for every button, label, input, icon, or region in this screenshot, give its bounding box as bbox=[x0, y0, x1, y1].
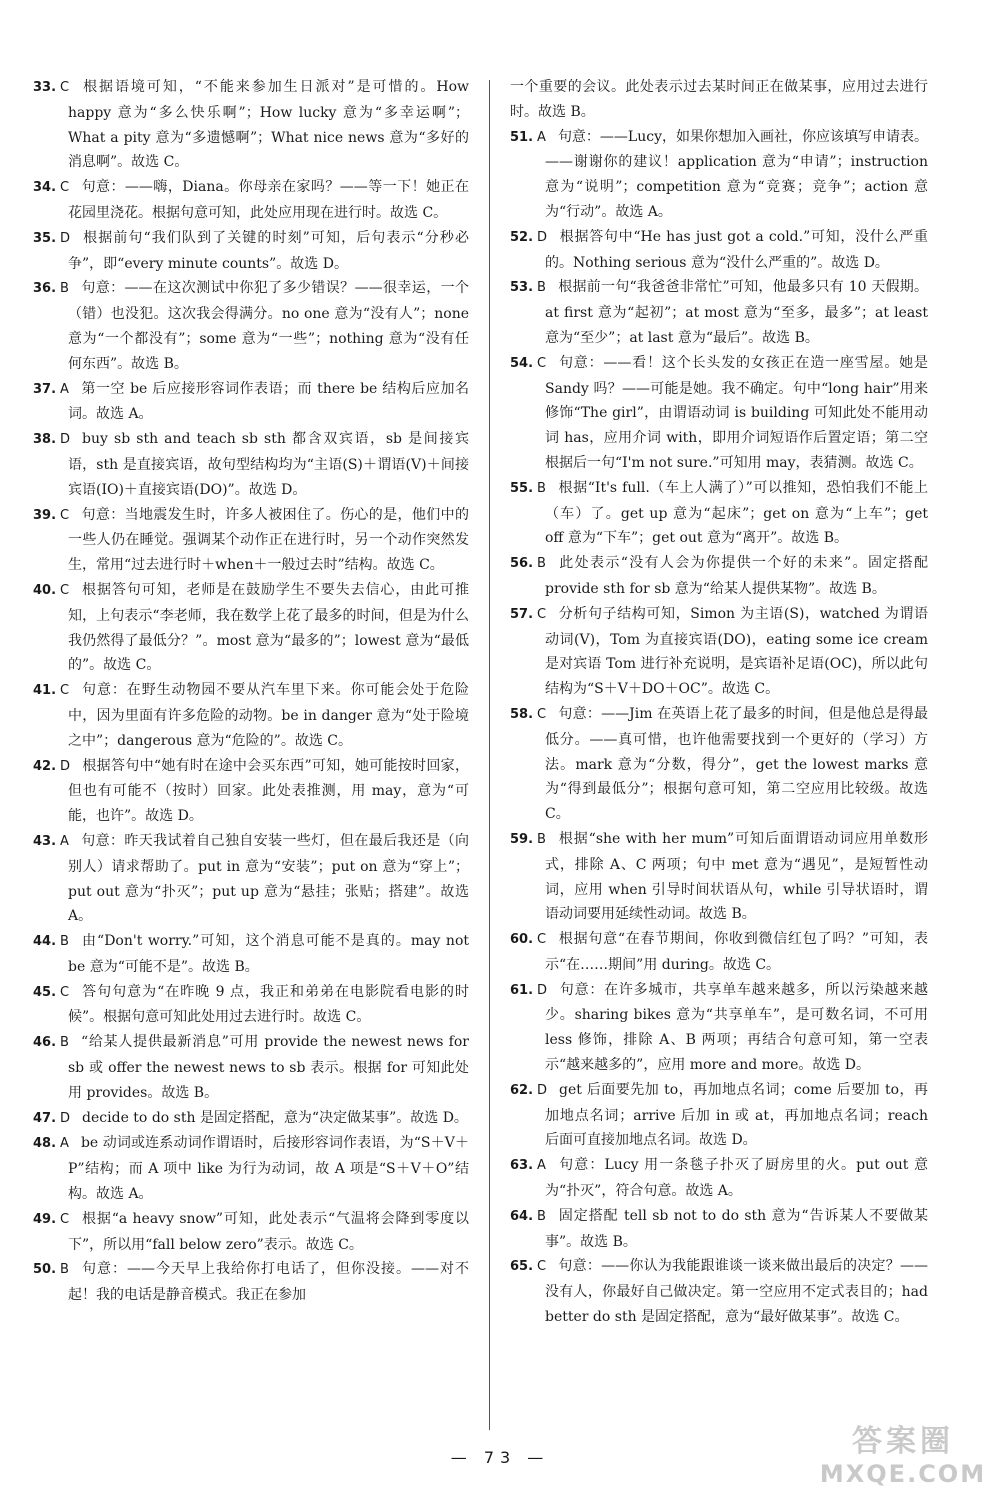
explanation-text: 根据“she with her mum”可知后面谓语动词应用单数形式，排除 A、C 两项；句中 met 意为“遇见”，是短暂性动词，应用 when 引导时间状语从句，while 引导状语时，谓语动词要用延续性动词。故选 B。 bbox=[545, 830, 928, 923]
question-number: 61. bbox=[510, 982, 534, 998]
explanation-text: 分析句子结构可知，Simon 为主语(S)，watched 为谓语动词(V)，Tom 为直接宾语(DO)，eating some ice cream 是对宾语 Tom 进行补充说明，是宾语补足语(OC)，所以此句结构为“S＋V＋DO＋OC”。故选 C。 bbox=[545, 605, 928, 698]
answer-letter: D bbox=[60, 758, 71, 774]
question-number: 43. bbox=[33, 833, 57, 849]
answer-letter: D bbox=[537, 982, 548, 998]
answer-item bbox=[33, 578, 469, 678]
answer-letter: B bbox=[537, 831, 546, 847]
explanation-text: 根据前一句“我爸爸非常忙”可知，他最多只有 10 天假期。at first 意为“起初”；at most 意为“至多，最多”；at least 意为“至少”；at last 意为“最后”。故选 B。 bbox=[545, 279, 928, 346]
answer-item bbox=[33, 427, 469, 502]
answer-letter: D bbox=[537, 1082, 548, 1098]
explanation-text: decide to do sth 是固定搭配，意为“决定做某事”。故选 D。 bbox=[82, 1109, 468, 1126]
answer-item bbox=[510, 225, 928, 276]
question-number: 37. bbox=[33, 381, 57, 397]
explanation-text: get 后面要先加 to，再加地点名词；come 后要加 to，再加地点名词；arrive 后加 in 或 at，再加地点名词；reach 后面可直接加地点名词。故选 D。 bbox=[545, 1081, 928, 1149]
watermark-text-bottom: MXQE.COM bbox=[819, 1460, 987, 1488]
answer-letter: C bbox=[60, 984, 70, 1000]
explanation-text: 根据答句中“她有时在途中会买东西”可知，她可能按时回家，但也有可能不（按时）回家。此处表推测，用 may，意为“可能，也许”。故选 D。 bbox=[68, 757, 469, 825]
explanation-text: 句意：——Lucy，如果你想加入画社，你应该填写申请表。——谢谢你的建议！application 意为“申请”；instruction 意为“说明”；competition 意为“竞赛；竞争”；action 意为“行动”。故选 A。 bbox=[545, 128, 928, 220]
answer-letter: C bbox=[60, 507, 70, 523]
question-number: 44. bbox=[33, 934, 57, 950]
answer-item bbox=[510, 978, 928, 1078]
answer-letter: B bbox=[60, 1035, 69, 1051]
question-number: 35. bbox=[33, 230, 57, 246]
answer-item bbox=[33, 1131, 469, 1206]
answer-letter: A bbox=[537, 1158, 546, 1174]
explanation-text: 句意：——今天早上我给你打电话了，但你没接。——对不起！我的电话是静音模式。我正在参加 bbox=[68, 1261, 469, 1304]
question-number: 50. bbox=[33, 1262, 57, 1278]
answer-item bbox=[33, 754, 469, 829]
explanation-text: 句意：——嗨，Diana。你母亲在家吗？——等一下！她正在花园里浇花。根据句意可知，此处应用现在进行时。故选 C。 bbox=[68, 179, 469, 221]
explanation-text: 句意：Lucy 用一条毯子扑灭了厨房里的火。put out 意为“扑灭”，符合句意。故选 A。 bbox=[545, 1157, 928, 1200]
watermark-text-top: 答案圈 bbox=[852, 1424, 954, 1459]
explanation-text: 句意：——在这次测试中你犯了多少错误？——很幸运，一个（错）也没犯。这次我会得满分。no one 意为“没有人”；none 意为“一个都没有”；some 意为“一些”；nothing 意为“没有任何东西”。故选 B。 bbox=[68, 280, 469, 372]
answer-letter: B bbox=[537, 480, 546, 496]
explanation-text: 此处表示“没有人会为你提供一个好的未来”。固定搭配 provide sth for sb 意为“给某人提供某物”。故选 B。 bbox=[545, 555, 928, 597]
answer-letter: D bbox=[537, 229, 548, 245]
answer-letter: B bbox=[537, 1208, 546, 1224]
left-column bbox=[33, 75, 469, 1308]
right-column bbox=[510, 75, 928, 1330]
answer-letter: C bbox=[60, 683, 70, 699]
answer-letter: B bbox=[60, 281, 69, 297]
question-number: 52. bbox=[510, 229, 534, 245]
answer-item bbox=[510, 1078, 928, 1153]
explanation-text: 句意：——看！这个长头发的女孩正在造一座雪屋。她是 Sandy 吗？——可能是她。我不确定。句中“long hair”用来修饰“The girl”，由谓语动词 is building 可知此处不能用动词 has，应用介词 with，即用介词短语作后置定语；第二空根据后一句“I'm not sure.”可知用 may，表猜测。故选 C。 bbox=[545, 354, 928, 471]
watermark-logo bbox=[818, 1424, 988, 1494]
answer-letter: A bbox=[60, 1136, 69, 1152]
explanation-text: buy sb sth and teach sb sth 都含双宾语，sb 是间接宾语，sth 是直接宾语，故句型结构均为“主语(S)＋谓语(V)＋间接宾语(IO)＋直接宾语(DO)”。故选 D。 bbox=[68, 431, 469, 498]
question-number: 41. bbox=[33, 683, 57, 699]
answer-item bbox=[510, 1153, 928, 1204]
question-number: 54. bbox=[510, 355, 534, 371]
answer-item bbox=[510, 125, 928, 225]
question-number: 57. bbox=[510, 606, 534, 622]
answer-letter: B bbox=[60, 934, 69, 950]
answer-item bbox=[33, 175, 469, 226]
answer-item bbox=[510, 1204, 928, 1255]
answer-item bbox=[510, 351, 928, 476]
answer-item bbox=[33, 829, 469, 929]
continued-text: 一个重要的会议。此处表示过去某时间正在做某事，应用过去进行时。故选 B。 bbox=[510, 79, 928, 120]
answer-letter: A bbox=[537, 129, 546, 145]
answer-item bbox=[33, 226, 469, 277]
question-number: 38. bbox=[33, 432, 57, 448]
explanation-text: 根据语境可知，“不能来参加生日派对”是可惜的。How happy 意为“多么快乐啊”；How lucky 意为“多幸运啊”；What a pity 意为“多遗憾啊”；What nice news 意为“多好的消息啊”。故选 C。 bbox=[68, 79, 469, 171]
answer-item bbox=[510, 1254, 928, 1329]
question-number: 51. bbox=[510, 129, 534, 145]
question-number: 48. bbox=[33, 1136, 57, 1152]
page-number: — 73 — bbox=[450, 1448, 550, 1467]
explanation-text: 根据句意“在春节期间，你收到微信红包了吗？”可知，表示“在……期间”用 during。故选 C。 bbox=[545, 931, 928, 973]
explanation-text: 根据“a heavy snow”可知，此处表示“气温将会降到零度以下”，所以用“fall below zero”表示。故选 C。 bbox=[68, 1210, 469, 1253]
answer-letter: A bbox=[60, 381, 69, 397]
answer-letter: C bbox=[537, 606, 547, 622]
question-number: 64. bbox=[510, 1208, 534, 1224]
answer-letter: B bbox=[537, 280, 546, 296]
question-number: 58. bbox=[510, 706, 534, 722]
explanation-text: 答句句意为“在昨晚 9 点，我正和弟弟在电影院看电影的时候”。根据句意可知此处用过去进行时。故选 C。 bbox=[68, 983, 469, 1026]
answer-item bbox=[510, 275, 928, 350]
answer-letter: B bbox=[537, 556, 546, 572]
question-number: 33. bbox=[33, 80, 57, 95]
question-number: 62. bbox=[510, 1082, 534, 1098]
explanation-text: 由“Don't worry.”可知，这个消息可能不是真的。may not be 意为“可能不是”。故选 B。 bbox=[68, 933, 469, 975]
answer-letter: C bbox=[537, 932, 547, 948]
answer-item bbox=[33, 678, 469, 753]
answer-letter: C bbox=[60, 180, 70, 196]
answer-item bbox=[510, 927, 928, 978]
answer-item bbox=[33, 503, 469, 578]
explanation-text: 句意：在野生动物园不要从汽车里下来。你可能会处于危险中，因为里面有许多危险的动物。be in danger 意为“处于险境之中”；dangerous 意为“危险的”。故选 C。 bbox=[68, 682, 469, 749]
question-number: 55. bbox=[510, 480, 534, 496]
answer-letter: C bbox=[537, 1259, 547, 1275]
explanation-text: 根据前句“我们队到了关键的时刻”可知，后句表示“分秒必争”，即“every minute counts”。故选 D。 bbox=[68, 229, 469, 272]
explanation-text: 固定搭配 tell sb not to do sth 意为“告诉某人不要做某事”。故选 B。 bbox=[545, 1207, 928, 1250]
answer-letter: C bbox=[537, 706, 547, 722]
question-number: 49. bbox=[33, 1211, 57, 1227]
question-number: 53. bbox=[510, 280, 534, 296]
question-number: 60. bbox=[510, 932, 534, 948]
answer-letter: B bbox=[60, 1262, 69, 1278]
question-number: 45. bbox=[33, 984, 57, 1000]
explanation-text: be 动词或连系动词作谓语时，后接形容词作表语，为“S＋V＋P”结构；而 A 项中 like 为行为动词，故 A 项是“S＋V＋O”结构。故选 A。 bbox=[68, 1135, 469, 1203]
answer-letter: D bbox=[60, 432, 71, 448]
answer-item bbox=[33, 276, 469, 376]
answer-item bbox=[33, 1030, 469, 1105]
question-number: 65. bbox=[510, 1259, 534, 1275]
answer-letter: C bbox=[60, 582, 70, 598]
column-divider bbox=[489, 80, 490, 1430]
question-number: 46. bbox=[33, 1035, 57, 1051]
answer-letter: D bbox=[60, 1110, 71, 1126]
answer-item bbox=[33, 1257, 469, 1308]
question-number: 34. bbox=[33, 180, 57, 196]
answer-letter: D bbox=[60, 230, 71, 246]
explanation-text: 句意：——你认为我能跟谁谈一谈来做出最后的决定？——没有人，你最好自己做决定。第一空应用不定式表目的；had better do sth 是固定搭配，意为“最好做某事”。故选 C。 bbox=[545, 1258, 928, 1326]
explanation-text: 句意：当地震发生时，许多人被困住了。伤心的是，他们中的一些人仍在睡觉。强调某个动作正在进行时，另一个动作突然发生，常用“过去进行时＋when＋一般过去时”结构。故选 C。 bbox=[68, 506, 469, 574]
answer-letter: C bbox=[537, 355, 547, 371]
explanation-text: 根据“It's full.（车上人满了）”可以推知，恐怕我们不能上（车）了。get up 意为“起床”；get on 意为“上车”；get off 意为“下车”；get out 意为“离开”。故选 B。 bbox=[545, 479, 928, 547]
explanation-text: “给某人提供最新消息”可用 provide the newest news for sb 或 offer the newest news to sb 表示。根据 for 可知此处用 provides。故选 B。 bbox=[68, 1034, 469, 1101]
answer-item bbox=[510, 602, 928, 702]
answer-letter: A bbox=[60, 833, 69, 849]
explanation-text: 句意：在许多城市，共享单车越来越多，所以污染越来越少。sharing bikes 意为“共享单车”，是可数名词，不可用 less 修饰，排除 A、B 两项；再结合句意可知，第一空表示“越来越多的”，应用 more and more。故选 D。 bbox=[545, 981, 928, 1074]
answer-letter: C bbox=[60, 80, 70, 95]
explanation-text: 句意：昨天我试着自己独自安装一些灯，但在最后我还是（向别人）请求帮助了。put in 意为“安装”；put on 意为“穿上”；put out 意为“扑灭”；put up 意为“悬挂；张贴；搭建”。故选 A。 bbox=[68, 832, 469, 925]
answer-item bbox=[33, 1106, 469, 1132]
answer-item bbox=[510, 827, 928, 927]
question-number: 59. bbox=[510, 831, 534, 847]
answer-item bbox=[510, 702, 928, 827]
question-number: 47. bbox=[33, 1110, 57, 1126]
explanation-text: 根据答句中“He has just got a cold.”可知，没什么严重的。Nothing serious 意为“没什么严重的”。故选 D。 bbox=[545, 228, 928, 271]
answer-item bbox=[510, 551, 928, 602]
question-number: 56. bbox=[510, 556, 534, 572]
answer-item bbox=[33, 1207, 469, 1258]
question-number: 39. bbox=[33, 507, 57, 523]
explanation-text: 第一空 be 后应接形容词作表语；而 there be 结构后应加名词。故选 A。 bbox=[68, 380, 469, 423]
explanation-text: 句意：——Jim 在英语上花了最多的时间，但是他总是得最低分。——真可惜，也许他需要找到一个更好的（学习）方法。mark 意为“分数，得分”，get the lowest marks 意为“得到最低分”；根据句意可知，第二空应用比较级。故选 C。 bbox=[545, 705, 928, 823]
answer-item bbox=[33, 980, 469, 1031]
question-number: 63. bbox=[510, 1158, 534, 1174]
explanation-text: 根据答句可知，老师是在鼓励学生不要失去信心，由此可推知，上句表示“李老师，我在数学上花了最多的时间，但是为什么我仍然得了最低分？”。most 意为“最多的”；lowest 意为“最低的”。故选 C。 bbox=[68, 581, 469, 674]
answer-item bbox=[33, 929, 469, 980]
answer-item bbox=[510, 476, 928, 551]
question-number: 36. bbox=[33, 281, 57, 297]
answer-item bbox=[33, 75, 469, 175]
question-number: 42. bbox=[33, 758, 57, 774]
answer-item bbox=[33, 377, 469, 428]
answer-letter: C bbox=[60, 1211, 70, 1227]
question-number: 40. bbox=[33, 582, 57, 598]
